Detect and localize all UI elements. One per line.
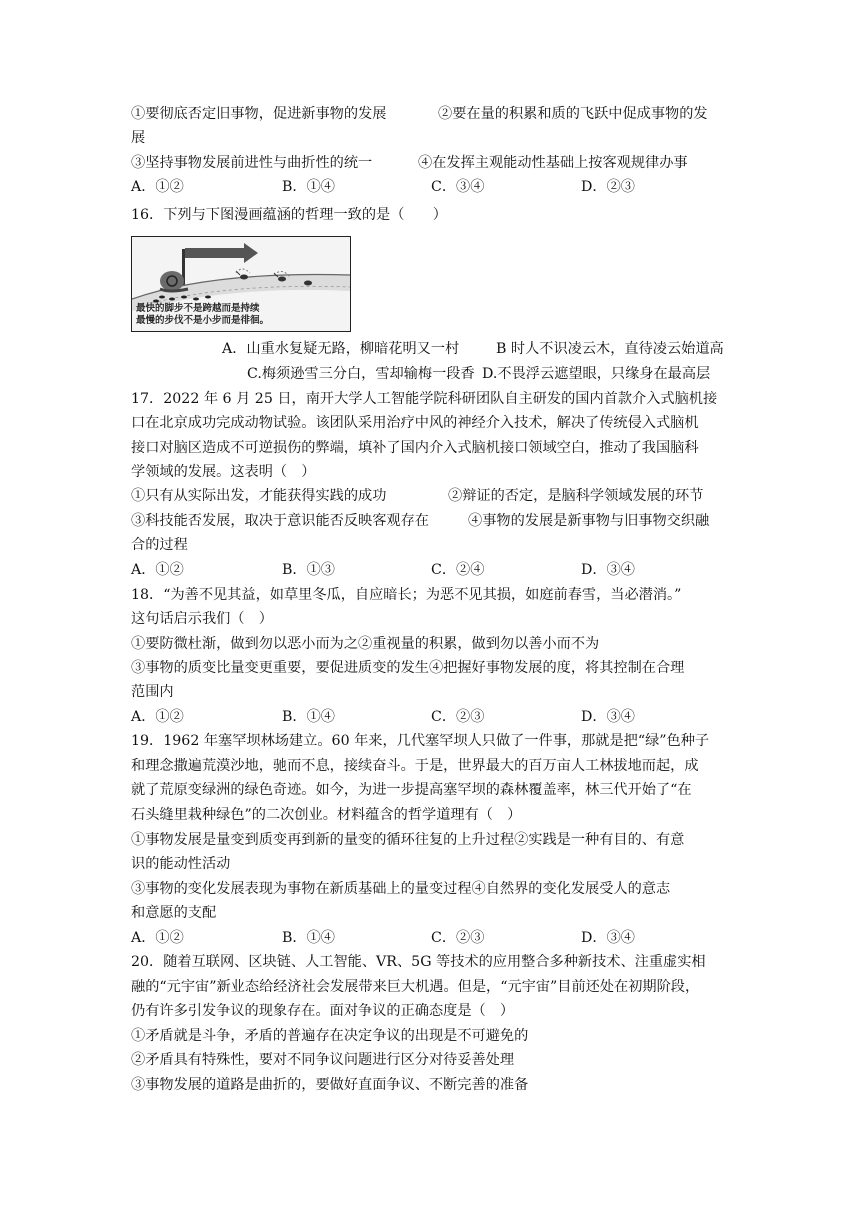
q18-option-a[interactable]: A．①② <box>131 709 184 725</box>
q19-statement-line: ①事物发展是量变到质变再到新的量变的循环往复的上升过程②实践是一种有目的、有意 <box>131 832 685 848</box>
q18-option-b[interactable]: B．①④ <box>282 709 335 725</box>
q19-statement-line: 识的能动性活动 <box>131 856 231 872</box>
q17-statement-3: ③科技能否发展，取决于意识能否反映客观存在 <box>131 513 429 529</box>
q17-statement-4: ④事物的发展是新事物与旧事物交织融 <box>468 513 710 529</box>
q17-stem-line: 口在北京成功完成动物试验。该团队采用治疗中风的神经介入技术，解决了传统侵入式脑机 <box>131 415 699 431</box>
q18-option-d[interactable]: D．③④ <box>581 709 635 725</box>
q19-statement-line: ③事物的变化发展表现为事物在新质基础上的量变过程④自然界的变化发展受人的意志 <box>131 881 671 897</box>
cartoon-caption-line-1: 最快的脚步不是跨越而是持续 <box>136 303 260 314</box>
q19-stem-line: 和理念撒遍荒漠沙地，驰而不息，接续奋斗。于是，世界最大的百万亩人工林拔地而起，成 <box>131 758 699 774</box>
q16-choice-a[interactable]: A．山重水复疑无路，柳暗花明又一村 <box>222 341 460 357</box>
q16-choice-d[interactable]: D.不畏浮云遮望眼，只缘身在最高层 <box>482 366 711 382</box>
q17-stem-line: 17．2022 年 6 月 25 日，南开大学人工智能学院科研团队自主研发的国内首款介入式脑机接 <box>131 391 718 407</box>
q17-statement-4-cont: 合的过程 <box>131 537 188 553</box>
q18-option-c[interactable]: C．②③ <box>431 709 485 725</box>
q15-statement-1: ①要彻底否定旧事物，促进新事物的发展 <box>131 106 387 122</box>
q18-statement-line: 范围内 <box>131 684 174 700</box>
q17-options <box>131 560 731 580</box>
q16-choice-c[interactable]: C.梅须逊雪三分白，雪却输梅一段香 <box>247 366 475 382</box>
q20-stem-line: 20．随着互联网、区块链、人工智能、VR、5G 等技术的应用整合多种新技术、注重虚实相 <box>131 954 706 970</box>
q18-stem-line: 这句话启示我们（ ） <box>131 611 273 627</box>
q19-option-d[interactable]: D．③④ <box>581 930 635 946</box>
q20-stem-line: 融的“元宇宙”新业态给经济社会发展带来巨大机遇。但是，“元宇宙”目前还处在初期阶段， <box>131 979 700 995</box>
q19-stem-line: 就了荒原变绿洲的绿色奇迹。如今，为进一步提高塞罕坝的森林覆盖率，林三代开始了“在 <box>131 782 692 798</box>
q19-option-a[interactable]: A．①② <box>131 930 184 946</box>
q19-stem-line: 石头缝里栽种绿色”的二次创业。材料蕴含的哲学道理有（ ） <box>131 807 522 823</box>
q15-statement-2: ②要在量的积累和质的飞跃中促成事物的发 <box>438 106 708 122</box>
q15-statement-3: ③坚持事物发展前进性与曲折性的统一 <box>131 155 373 171</box>
q15-option-a[interactable]: A．①② <box>131 179 184 195</box>
q15-option-c[interactable]: C．③④ <box>431 179 485 195</box>
q18-statement-line: ③事物的质变比量变更重要，要促进质变的发生④把握好事物发展的度，将其控制在合理 <box>131 660 685 676</box>
q17-option-c[interactable]: C．②④ <box>431 562 485 578</box>
q20-statement-line: ②矛盾具有特殊性，要对不同争议问题进行区分对待妥善处理 <box>131 1052 515 1068</box>
q19-options <box>131 928 731 948</box>
q17-statement-1: ①只有从实际出发，才能获得实践的成功 <box>131 488 387 504</box>
q15-option-d[interactable]: D．②③ <box>581 179 635 195</box>
q16-cartoon-image <box>131 236 351 332</box>
q20-statement-line: ①矛盾就是斗争，矛盾的普遍存在决定争议的出现是不可避免的 <box>131 1028 529 1044</box>
q19-stem-line: 19．1962 年塞罕坝林场建立。60 年来，几代塞罕坝人只做了一件事，那就是把“绿”色种子 <box>131 733 710 749</box>
q17-stem-line: 接口对脑区造成不可逆损伤的弊端，填补了国内介入式脑机接口领域空白，推动了我国脑科 <box>131 440 699 456</box>
q19-statement-line: 和意愿的支配 <box>131 905 217 921</box>
q17-statement-2: ②辩证的否定，是脑科学领域发展的环节 <box>448 488 704 504</box>
q15-statement-4: ④在发挥主观能动性基础上按客观规律办事 <box>418 155 688 171</box>
q17-option-a[interactable]: A．①② <box>131 562 184 578</box>
cartoon-caption-line-2: 最慢的步伐不是小步而是徘徊。 <box>136 315 270 326</box>
q17-option-d[interactable]: D．③④ <box>581 562 635 578</box>
q15-option-b[interactable]: B．①④ <box>282 179 335 195</box>
q20-statement-line: ③事物发展的道路是曲折的，要做好直面争议、不断完善的准备 <box>131 1077 529 1093</box>
q15-options <box>131 177 731 197</box>
q18-stem-line: 18．“为善不见其益，如草里冬瓜，自应暗长；为恶不见其损，如庭前春雪，当必潜消。” <box>131 587 682 603</box>
q18-statement-line: ①要防微杜渐，做到勿以恶小而为之②重视量的积累，做到勿以善小而不为 <box>131 636 600 652</box>
q17-stem-line: 学领域的发展。这表明（ ） <box>131 464 316 480</box>
q16-stem: 16．下列与下图漫画蕴涵的哲理一致的是（ ） <box>131 207 447 223</box>
q20-stem-line: 仍有许多引发争议的现象存在。面对争议的正确态度是（ ） <box>131 1003 515 1019</box>
q19-option-c[interactable]: C．②③ <box>431 930 485 946</box>
q19-option-b[interactable]: B．①④ <box>282 930 335 946</box>
q18-options <box>131 707 731 727</box>
q15-statement-2-cont: 展 <box>131 130 146 146</box>
q16-choice-b[interactable]: B 时人不识凌云木，直待凌云始道高 <box>496 341 724 357</box>
q17-option-b[interactable]: B．①③ <box>282 562 335 578</box>
